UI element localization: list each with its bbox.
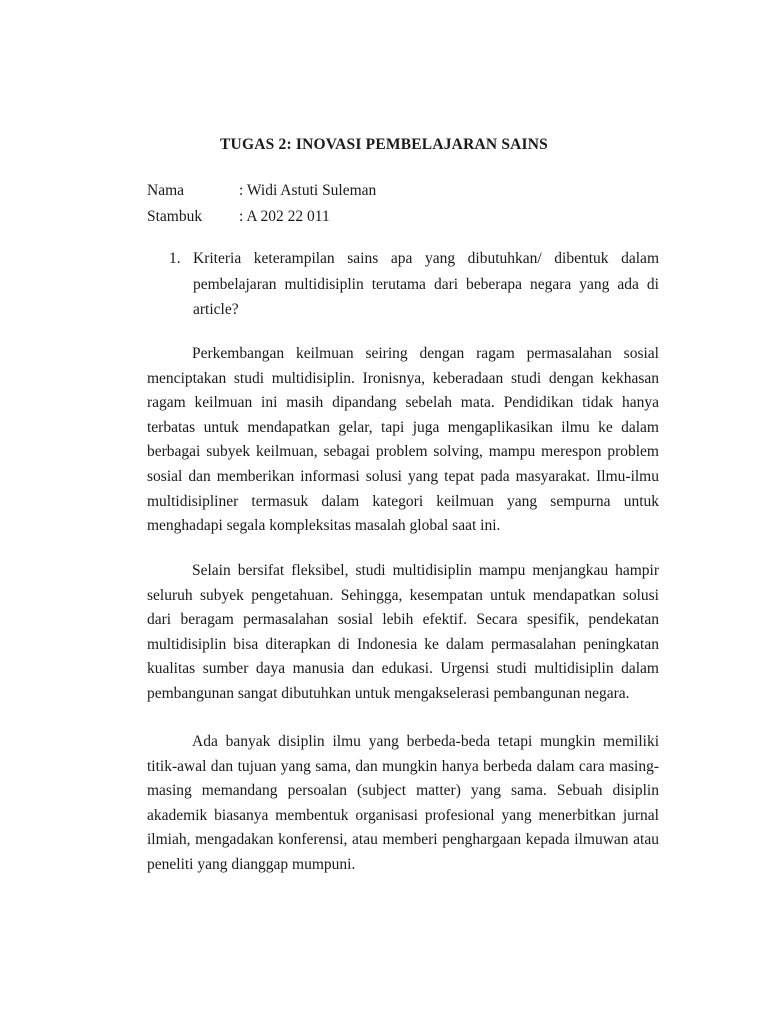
question-number: 1. <box>169 250 181 267</box>
identity-block <box>147 178 376 230</box>
id-value: : A 202 22 011 <box>239 208 330 225</box>
name-label: Nama <box>147 182 185 199</box>
question-item <box>147 246 659 323</box>
question-text: Kriteria keterampilan sains apa yang dibutuhkan/ dibentuk dalam pembelajaran multidisiplin terutama dari beberapa negara yang ada di article? <box>193 250 659 319</box>
paragraph-2: Selain bersifat fleksibel, studi multidisiplin mampu menjangkau hampir seluruh subyek pengetahuan. Sehingga, kesempatan untuk mendapatkan solusi dari beragam permasalahan sosial lebih efektif. Secara spesifik, pendekatan multidisiplin bisa diterapkan di Indonesia ke dalam permasalahan peningkatan kualitas sumber daya manusia dan edukasi. Urgensi studi multidisiplin dalam pembangunan sangat dibutuhkan untuk mengakselerasi pembangunan negara. <box>147 562 659 702</box>
id-row <box>147 204 376 230</box>
name-value: : Widi Astuti Suleman <box>239 182 377 199</box>
document-title: TUGAS 2: INOVASI PEMBELAJARAN SAINS <box>220 136 548 153</box>
paragraph-3: Ada banyak disiplin ilmu yang berbeda-beda tetapi mungkin memiliki titik-awal dan tujuan yang sama, dan mungkin hanya berbeda dalam cara masing-masing memandang persoalan (subject matter) yang sama. Sebuah disiplin akademik biasanya membentuk organisasi profesional yang menerbitkan jurnal ilmiah, mengadakan konferensi, atau memberi penghargaan kepada ilmuwan atau peneliti yang dianggap mumpuni. <box>147 733 659 873</box>
id-label: Stambuk <box>147 208 203 225</box>
name-row <box>147 178 376 204</box>
paragraph-1: Perkembangan keilmuan seiring dengan ragam permasalahan sosial menciptakan studi multidisiplin. Ironisnya, keberadaan studi dengan kekhasan ragam keilmuan ini masih dipandang sebelah mata. Pendidikan tidak hanya terbatas untuk mendapatkan gelar, tapi juga mengaplikasikan ilmu ke dalam berbagai subyek keilmuan, sebagai problem solving, mampu merespon problem sosial dan memberikan informasi solusi yang tepat pada masyarakat. Ilmu-ilmu multidisipliner termasuk dalam kategori keilmuan yang sempurna untuk menghadapi segala kompleksitas masalah global saat ini. <box>147 345 659 535</box>
